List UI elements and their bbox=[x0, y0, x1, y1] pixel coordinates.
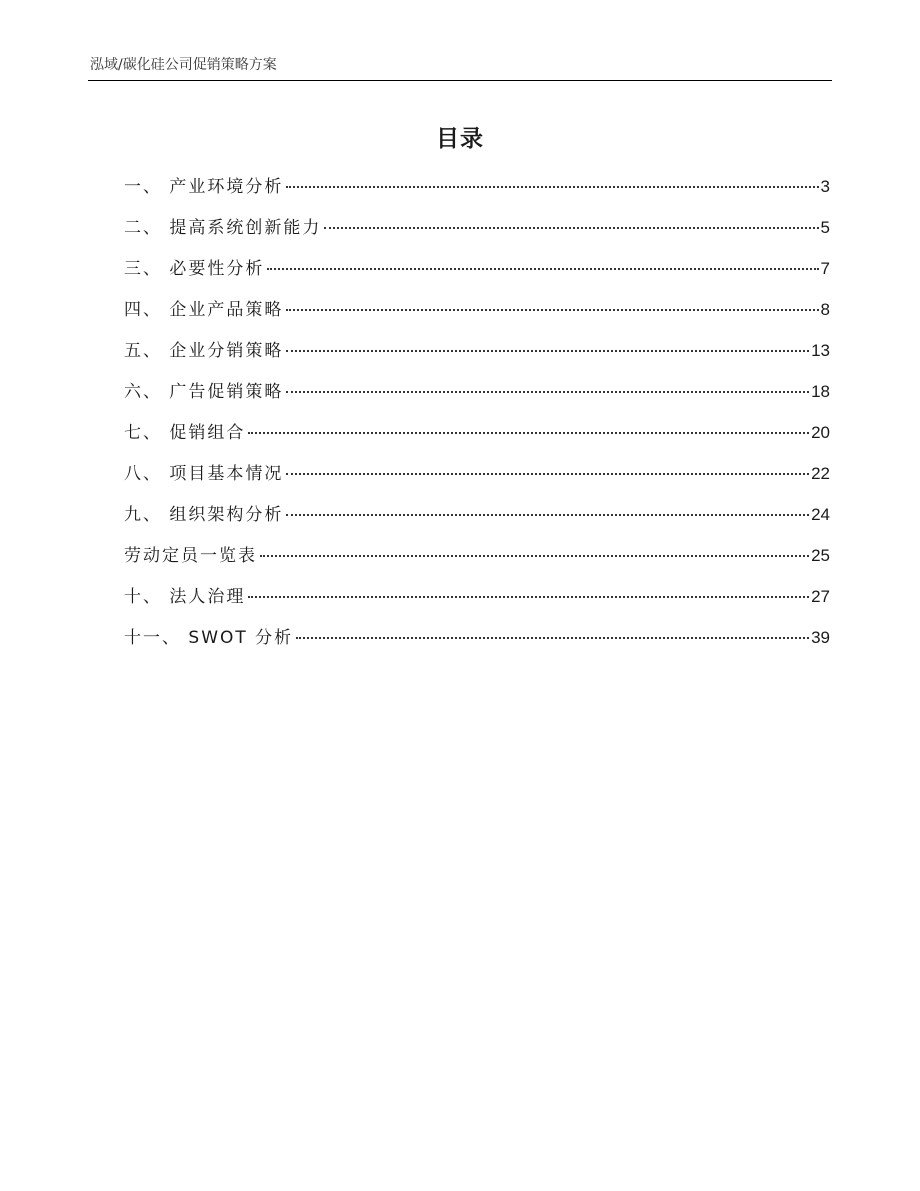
toc-entry[interactable] bbox=[124, 212, 830, 253]
toc-entry[interactable] bbox=[124, 335, 830, 376]
toc-entry[interactable] bbox=[124, 253, 830, 294]
toc-entry-label: 劳动定员一览表 bbox=[124, 546, 257, 566]
toc-entry-label: 五、 企业分销策略 bbox=[124, 341, 284, 361]
toc-dot-leader bbox=[248, 596, 809, 598]
toc-page-number: 39 bbox=[811, 628, 830, 647]
toc-page-number: 8 bbox=[820, 300, 830, 319]
toc-dot-leader bbox=[260, 555, 809, 557]
toc-page-number: 18 bbox=[811, 382, 830, 401]
toc-dot-leader bbox=[286, 350, 809, 352]
toc-page-number: 13 bbox=[811, 341, 830, 360]
toc-entry[interactable] bbox=[124, 417, 830, 458]
toc-entry-label: 一、 产业环境分析 bbox=[124, 177, 284, 197]
toc-page-number: 22 bbox=[811, 464, 830, 483]
toc-dot-leader bbox=[286, 309, 818, 311]
toc-page-number: 27 bbox=[811, 587, 830, 606]
toc-entry[interactable] bbox=[124, 458, 830, 499]
toc-page-number: 20 bbox=[811, 423, 830, 442]
toc-dot-leader bbox=[267, 268, 818, 270]
toc-entry-label: 十一、 SWOT 分析 bbox=[124, 628, 294, 648]
toc-page-number: 3 bbox=[820, 177, 830, 196]
toc-dot-leader bbox=[286, 473, 809, 475]
toc-dot-leader bbox=[286, 391, 809, 393]
toc-page-number: 7 bbox=[820, 259, 830, 278]
header-rule bbox=[88, 80, 832, 81]
toc-dot-leader bbox=[286, 186, 818, 188]
running-header: 泓域/碳化硅公司促销策略方案 bbox=[90, 57, 277, 73]
toc-page-number: 25 bbox=[811, 546, 830, 565]
toc-entry-label: 六、 广告促销策略 bbox=[124, 382, 284, 402]
toc-entry-label: 二、 提高系统创新能力 bbox=[124, 218, 322, 238]
toc-entry[interactable] bbox=[124, 171, 830, 212]
toc-entry[interactable] bbox=[124, 294, 830, 335]
toc-dot-leader bbox=[286, 514, 809, 516]
toc-entry[interactable] bbox=[124, 499, 830, 540]
toc-entry-label: 九、 组织架构分析 bbox=[124, 505, 284, 525]
toc-entry[interactable] bbox=[124, 376, 830, 417]
toc-page-number: 5 bbox=[820, 218, 830, 237]
toc-entry[interactable] bbox=[124, 581, 830, 622]
toc-dot-leader bbox=[324, 227, 818, 229]
toc-entry-label: 四、 企业产品策略 bbox=[124, 300, 284, 320]
toc-entry-label: 八、 项目基本情况 bbox=[124, 464, 284, 484]
table-of-contents bbox=[124, 171, 830, 663]
toc-dot-leader bbox=[248, 432, 809, 434]
toc-entry-label: 三、 必要性分析 bbox=[124, 259, 265, 279]
toc-entry[interactable] bbox=[124, 622, 830, 663]
toc-page-number: 24 bbox=[811, 505, 830, 524]
toc-title: 目录 bbox=[436, 126, 484, 152]
toc-entry-label: 七、 促销组合 bbox=[124, 423, 246, 443]
toc-dot-leader bbox=[296, 637, 809, 639]
toc-entry-label: 十、 法人治理 bbox=[124, 587, 246, 607]
toc-entry[interactable] bbox=[124, 540, 830, 581]
